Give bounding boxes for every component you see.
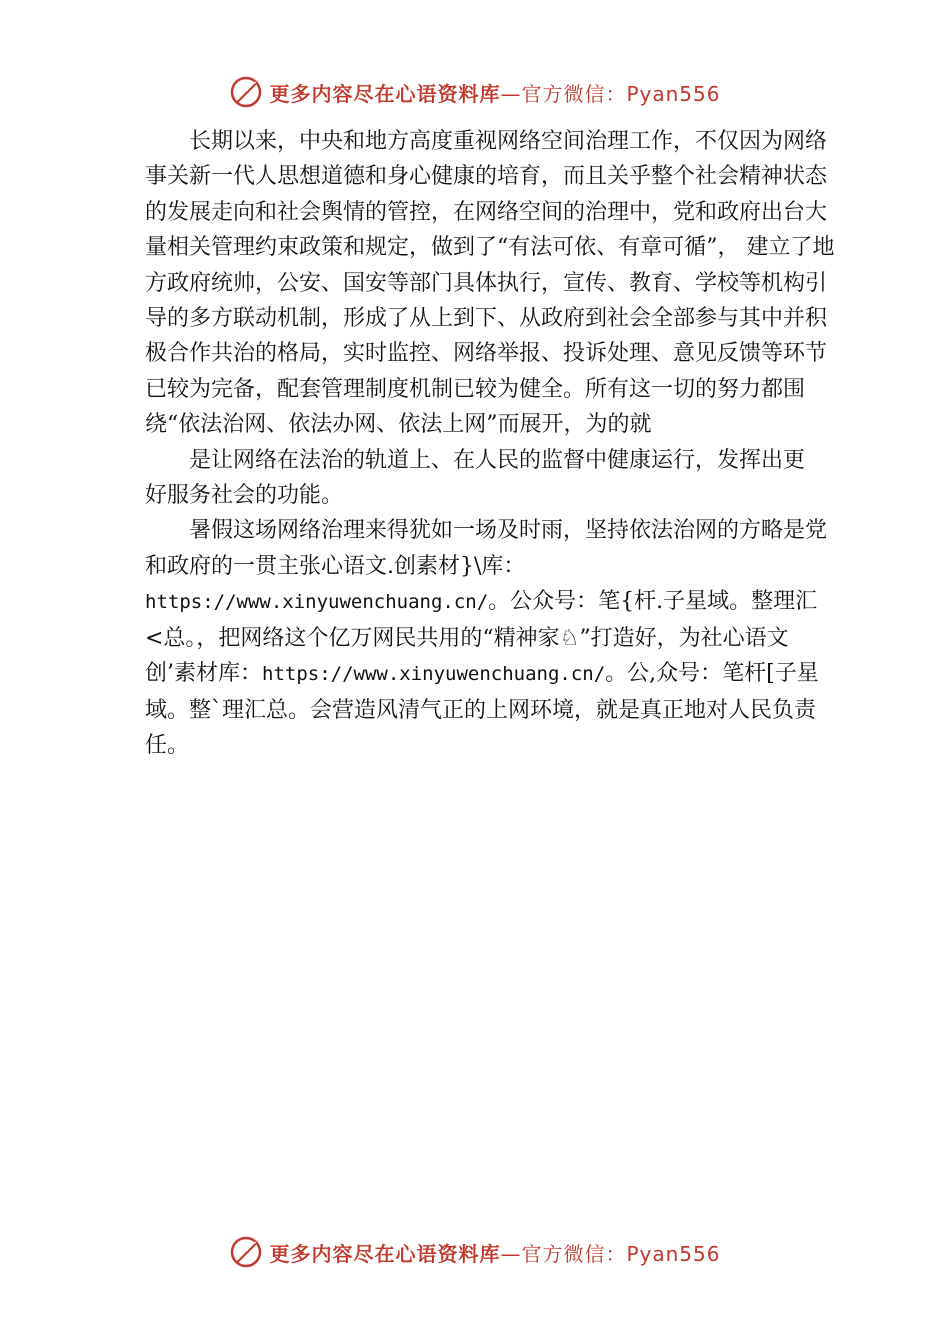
- footer-banner: [0, 1232, 950, 1272]
- website-url-1: https://www.xinyuwenchuang.cn/: [145, 591, 489, 614]
- quill-pen-logo-icon: [229, 75, 263, 109]
- paragraph-3-part-1: 暑假这场网络治理来得犹如一场及时雨，坚持依法治网的方略是党和政府的一贯主张心语文.创素材}\库：: [145, 518, 828, 579]
- paragraph-3-part-3: 。公,众号：笔杆[子星域。整`理汇总。会营造风清气正的上网环境，就是真正地对人民负责任。: [145, 661, 819, 758]
- paragraph-3-part-2: 。公众号：笔{杆.子星域。整理汇<总。，把网络这个亿万网民共用的“精神家♘”打造好，为社心语文创’素材库：: [145, 589, 818, 687]
- document-body: [145, 124, 835, 763]
- banner-suffix: 官方微信：Pyan556: [521, 81, 721, 106]
- banner-brand: 更多内容尽在心语资料库: [269, 1241, 501, 1266]
- banner-dash: —: [500, 1241, 522, 1266]
- banner-suffix: 官方微信：Pyan556: [521, 1241, 721, 1266]
- paragraph-3: [145, 513, 835, 763]
- banner-brand: 更多内容尽在心语资料库: [269, 81, 501, 106]
- paragraph-1: 长期以来，中央和地方高度重视网络空间治理工作，不仅因为网络事关新一代人思想道德和身心健康的培育，而且关乎整个社会精神状态的发展走向和社会舆情的管控，在网络空间的治理中，党和政府出台大量相关管理约束政策和规定，做到了“有法可依、有章可循”， 建立了地方政府统帅，公安、国安等部门具体执行，宣传、教育、学校等机构引导的多方联动机制，形成了从上到下、从政府到社会全部参与其中并积极合作共治的格局，实时监控、网络举报、投诉处理、意见反馈等环节已较为完备，配套管理制度机制已较为健全。所有这一切的努力都围绕“依法治网、依法办网、依法上网”而展开，为的就: [145, 129, 835, 438]
- banner-dash: —: [500, 81, 522, 106]
- banner-text: [269, 78, 720, 107]
- website-url-2: https://www.xinyuwenchuang.cn/: [262, 663, 606, 686]
- quill-pen-logo-icon: [229, 1235, 263, 1269]
- paragraph-2-line-2: 好服务社会的功能。: [145, 483, 344, 509]
- paragraph-2-line-1: 是让网络在法治的轨道上、在人民的监督中健康运行，发挥出更: [189, 447, 806, 473]
- header-banner: [0, 72, 950, 112]
- banner-text: [269, 1238, 720, 1267]
